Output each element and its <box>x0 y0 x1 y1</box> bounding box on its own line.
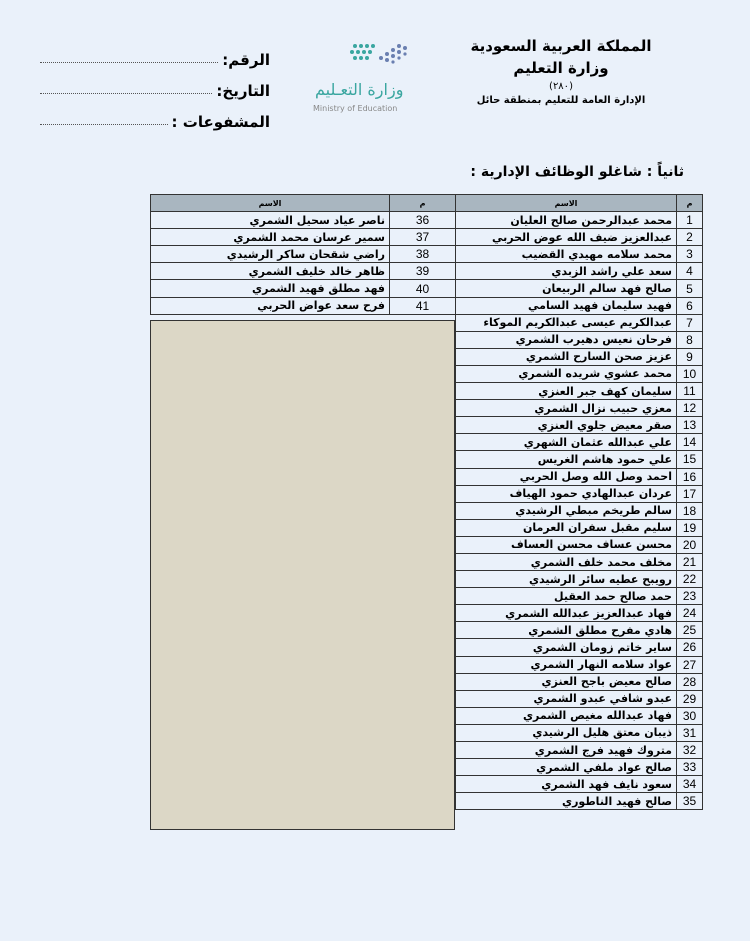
row-name: صالح فهيد الناطوري <box>456 793 677 810</box>
row-name: سمير عرسان محمد الشمري <box>151 229 390 246</box>
row-name: صالح معيض باجح العنزي <box>456 673 677 690</box>
row-name: محسن عساف محسن العساف <box>456 536 677 553</box>
table-row <box>151 280 456 297</box>
row-name: عبدالكريم عيسى عبدالكريم الموكاء <box>456 314 677 331</box>
row-number: 24 <box>677 605 703 622</box>
row-name: فرحان نعيس دهيرب الشمري <box>456 331 677 348</box>
row-number: 22 <box>677 571 703 588</box>
table-row <box>456 485 703 502</box>
table-row <box>456 365 703 382</box>
row-number: 34 <box>677 776 703 793</box>
staff-table-left <box>150 194 456 315</box>
row-name: عبدالعزيز ضيف الله عوض الحربي <box>456 229 677 246</box>
row-name: صالح فهد سالم الربيعان <box>456 280 677 297</box>
row-name: فهيد سليمان فهيد السامي <box>456 297 677 314</box>
table-row <box>456 246 703 263</box>
table-row <box>456 502 703 519</box>
table-header-row <box>456 195 703 212</box>
table-row <box>456 622 703 639</box>
ministry-code: (٢٨٠) <box>549 81 573 92</box>
row-name: علي حمود هاشم الغريس <box>456 451 677 468</box>
header-name: الاسم <box>151 195 390 212</box>
row-number: 37 <box>390 229 456 246</box>
row-name: رويبح عطيه سائر الرشيدي <box>456 571 677 588</box>
row-number: 29 <box>677 690 703 707</box>
logo-mark-icon <box>305 40 435 80</box>
row-number: 1 <box>677 212 703 229</box>
row-name: ظاهر خالد خليف الشمري <box>151 263 390 280</box>
row-number: 11 <box>677 383 703 400</box>
row-name: راضي شقحان ساكر الرشيدي <box>151 246 390 263</box>
table-row <box>456 280 703 297</box>
row-name: علي عبدالله عثمان الشهري <box>456 434 677 451</box>
row-name: حمد صالح حمد العقيل <box>456 588 677 605</box>
row-number: 38 <box>390 246 456 263</box>
table-header-row <box>151 195 456 212</box>
row-name: متروك فهيد فرج الشمري <box>456 742 677 759</box>
row-name: سعد علي راشد الزبدي <box>456 263 677 280</box>
row-number: 4 <box>677 263 703 280</box>
row-name: سعود نايف فهد الشمري <box>456 776 677 793</box>
row-name: صقر معيض جلوي العنزي <box>456 417 677 434</box>
attachments-field <box>40 100 270 131</box>
row-number: 39 <box>390 263 456 280</box>
row-name: مخلف محمد خلف الشمري <box>456 553 677 570</box>
row-number: 30 <box>677 707 703 724</box>
table-row <box>456 553 703 570</box>
row-number: 18 <box>677 502 703 519</box>
table-row <box>456 588 703 605</box>
table-row <box>456 400 703 417</box>
logo-english-text: Ministry of Education <box>313 104 398 113</box>
row-number: 21 <box>677 553 703 570</box>
table-row <box>456 348 703 365</box>
table-row <box>456 742 703 759</box>
table-row <box>456 434 703 451</box>
row-name: فهاد عبدالله مغيص الشمري <box>456 707 677 724</box>
row-name: سالم طريخم مبطي الرشيدي <box>456 502 677 519</box>
table-row <box>456 759 703 776</box>
table-row <box>456 793 703 810</box>
header-num: م <box>677 195 703 212</box>
row-number: 32 <box>677 742 703 759</box>
row-number: 8 <box>677 331 703 348</box>
row-number: 7 <box>677 314 703 331</box>
administration-name: الإدارة العامة للتعليم بمنطقة حائل <box>476 95 646 106</box>
table-row <box>151 263 456 280</box>
row-name: معزي حبيب نزال الشمري <box>456 400 677 417</box>
table-row <box>456 263 703 280</box>
table-row <box>456 776 703 793</box>
table-row <box>456 690 703 707</box>
header-num: م <box>390 195 456 212</box>
table-row <box>456 639 703 656</box>
row-name: صالح عواد ملفي الشمري <box>456 759 677 776</box>
row-name: عردان عبدالهادي حمود الهياف <box>456 485 677 502</box>
row-number: 15 <box>677 451 703 468</box>
row-number: 25 <box>677 622 703 639</box>
row-number: 35 <box>677 793 703 810</box>
row-number: 9 <box>677 348 703 365</box>
date-line <box>40 92 212 94</box>
row-number: 6 <box>677 297 703 314</box>
row-name: سليمان كهف جبر العنزي <box>456 383 677 400</box>
table-row <box>456 724 703 741</box>
date-label: التاريخ: <box>216 82 270 100</box>
row-number: 3 <box>677 246 703 263</box>
row-number: 2 <box>677 229 703 246</box>
row-number: 20 <box>677 536 703 553</box>
row-name: فهد مطلق فهيد الشمري <box>151 280 390 297</box>
row-number: 36 <box>390 212 456 229</box>
number-line <box>40 61 218 63</box>
table-row <box>456 605 703 622</box>
row-number: 31 <box>677 724 703 741</box>
attachments-line <box>40 123 168 125</box>
table-row <box>456 656 703 673</box>
table-row <box>456 417 703 434</box>
row-name: فرح سعد عواض الحربي <box>151 297 390 314</box>
row-number: 17 <box>677 485 703 502</box>
table-row <box>456 383 703 400</box>
table-row <box>456 212 703 229</box>
number-field <box>40 38 270 69</box>
table-row <box>456 468 703 485</box>
table-row <box>456 297 703 314</box>
row-number: 33 <box>677 759 703 776</box>
table-row <box>456 451 703 468</box>
row-name: سليم مقبل سفران العرمان <box>456 519 677 536</box>
row-name: عزيز صحن السارح الشمري <box>456 348 677 365</box>
row-number: 28 <box>677 673 703 690</box>
ministry-name: وزارة التعليم <box>513 59 609 77</box>
table-row <box>456 536 703 553</box>
attachments-label: المشفوعات : <box>171 113 270 131</box>
row-name: محمد عشوي شريده الشمري <box>456 365 677 382</box>
row-name: عواد سلامه النهار الشمري <box>456 656 677 673</box>
table-row <box>151 212 456 229</box>
row-name: احمد وصل الله وصل الحربي <box>456 468 677 485</box>
row-name: ذيبان معتق هليل الرشيدي <box>456 724 677 741</box>
row-name: عبدو شافي عبدو الشمري <box>456 690 677 707</box>
table-row <box>151 246 456 263</box>
kingdom-name: المملكة العربية السعودية <box>470 37 652 55</box>
row-number: 5 <box>677 280 703 297</box>
date-field <box>40 69 270 100</box>
logo-arabic-text: وزارة التعـليم <box>315 80 404 99</box>
row-number: 23 <box>677 588 703 605</box>
table-row <box>456 331 703 348</box>
table-row <box>151 229 456 246</box>
letterhead-right <box>446 36 676 108</box>
table-row <box>456 229 703 246</box>
row-name: فهاد عبدالعزيز عبدالله الشمري <box>456 605 677 622</box>
table-row <box>456 571 703 588</box>
header-name: الاسم <box>456 195 677 212</box>
row-number: 26 <box>677 639 703 656</box>
table-row <box>456 314 703 331</box>
row-name: محمد عبدالرحمن صالح العليان <box>456 212 677 229</box>
row-number: 10 <box>677 365 703 382</box>
row-number: 27 <box>677 656 703 673</box>
ministry-logo <box>305 40 435 120</box>
row-name: ناصر عياد سحيل الشمري <box>151 212 390 229</box>
table-row <box>151 297 456 314</box>
table-row <box>456 519 703 536</box>
row-number: 19 <box>677 519 703 536</box>
table-row <box>456 707 703 724</box>
row-number: 40 <box>390 280 456 297</box>
row-number: 41 <box>390 297 456 314</box>
row-number: 13 <box>677 417 703 434</box>
row-name: محمد سلامه مهيدي القضيب <box>456 246 677 263</box>
empty-area <box>150 320 455 830</box>
row-name: هادي مفرح مطلق الشمري <box>456 622 677 639</box>
row-number: 16 <box>677 468 703 485</box>
table-row <box>456 673 703 690</box>
section-title: ثانياً : شاغلو الوظائف الإدارية : <box>470 164 684 180</box>
row-number: 14 <box>677 434 703 451</box>
staff-table-right <box>455 194 703 810</box>
row-name: ساير خاتم زومان الشمري <box>456 639 677 656</box>
number-label: الرقم: <box>222 51 270 69</box>
row-number: 12 <box>677 400 703 417</box>
reference-fields <box>40 38 270 131</box>
